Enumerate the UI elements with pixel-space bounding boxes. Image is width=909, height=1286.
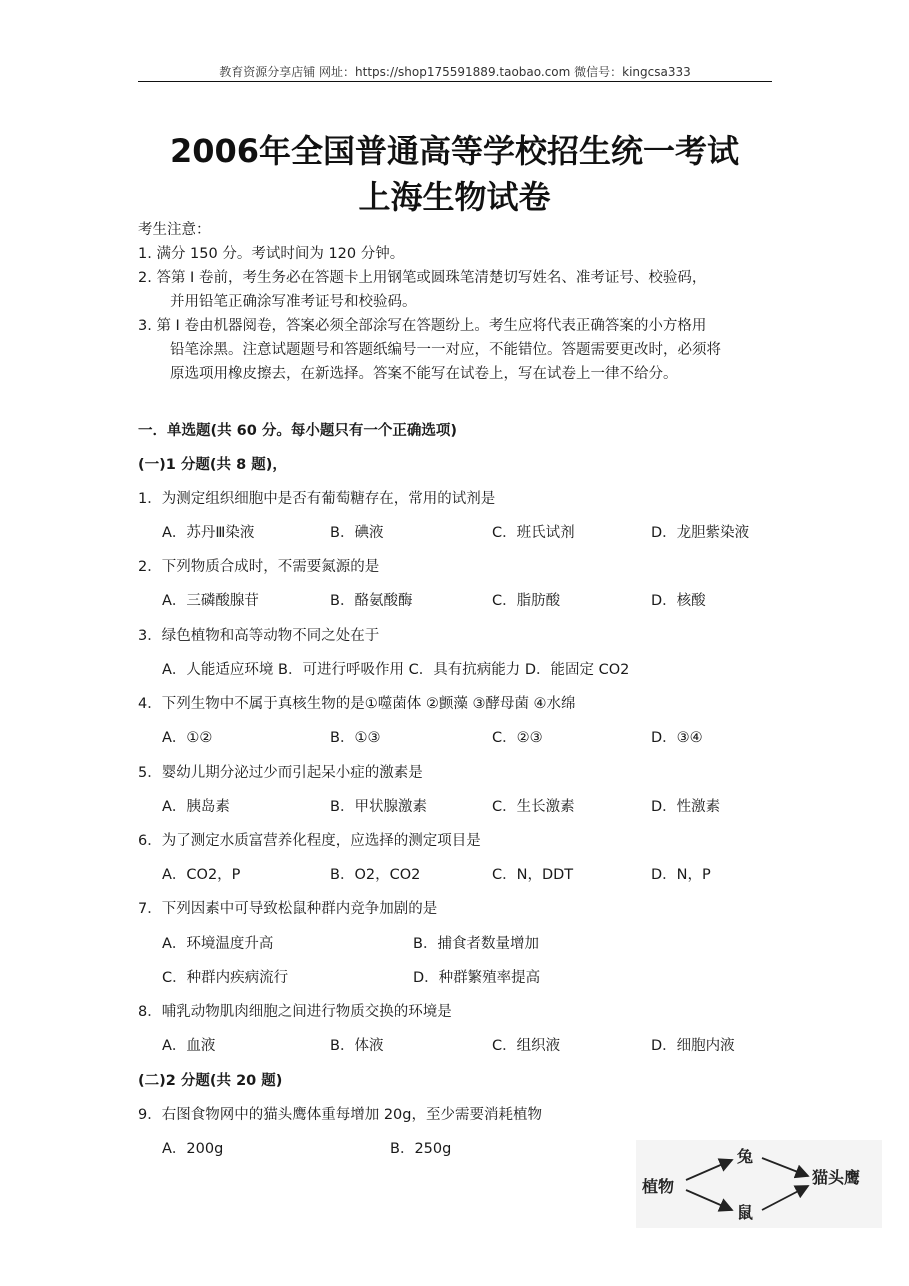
question-3-stem: 3．绿色植物和高等动物不同之处在于 bbox=[138, 628, 380, 644]
question-4-option-b: B．①③ bbox=[330, 730, 381, 746]
question-4-stem: 4．下列生物中不属于真核生物的是①噬菌体 ②颤藻 ③酵母菌 ④水绵 bbox=[138, 696, 576, 712]
notice-item-1: 1. 满分 150 分。考试时间为 120 分钟。 bbox=[138, 246, 405, 262]
question-5-option-d: D．性激素 bbox=[651, 799, 721, 815]
question-6-option-c: C．N，DDT bbox=[492, 867, 574, 883]
question-1-option-d: D．龙胆紫染液 bbox=[651, 525, 750, 541]
exam-title-line1: 2006年全国普通高等学校招生统一考试 bbox=[169, 132, 740, 170]
food-web-plant-label: 植物 bbox=[642, 1177, 675, 1196]
food-web-rabbit-label: 兔 bbox=[737, 1147, 754, 1166]
question-6-option-a: A．CO2，P bbox=[162, 867, 241, 883]
part-heading-1: (一)1 分题(共 8 题)， bbox=[138, 457, 287, 473]
notice-item-3a: 3. 第 Ⅰ 卷由机器阅卷，答案必须全部涂写在答题纷上。考生应将代表正确答案的小方格用 bbox=[138, 318, 707, 334]
question-4-option-a: A．①② bbox=[162, 730, 213, 746]
question-7-option-b: B．捕食者数量增加 bbox=[413, 936, 539, 952]
notice-item-2b: 并用铅笔正确涂写准考证号和校验码。 bbox=[170, 294, 417, 310]
question-6-option-d: D．N，P bbox=[651, 867, 711, 883]
question-7-option-c: C．种群内疾病流行 bbox=[162, 970, 289, 986]
question-1-option-c: C．班氏试剂 bbox=[492, 525, 575, 541]
notice-heading: 考生注意： bbox=[138, 222, 211, 238]
notice-item-3c: 原选项用橡皮擦去，在新选择。答案不能写在试卷上，写在试卷上一律不给分。 bbox=[170, 366, 678, 382]
notice-item-3b: 铅笔涂黑。注意试题题号和答题纸编号一一对应，不能错位。答题需要更改时，必须将 bbox=[170, 342, 721, 358]
question-5-option-c: C．生长激素 bbox=[492, 799, 575, 815]
question-2-stem: 2．下列物质合成时，不需要氮源的是 bbox=[138, 559, 380, 575]
question-2-option-a: A．三磷酸腺苷 bbox=[162, 593, 259, 609]
question-9-option-a: A．200g bbox=[162, 1141, 224, 1157]
question-6-option-b: B．O2，CO2 bbox=[330, 867, 421, 883]
page-header: 教育资源分享店铺 网址：https://shop175591889.taobao.com 微信号：kingcsa333 bbox=[219, 65, 691, 79]
question-7-stem: 7．下列因素中可导致松鼠种群内竞争加剧的是 bbox=[138, 901, 438, 917]
question-2-option-c: C．脂肪酸 bbox=[492, 593, 561, 609]
question-1-option-b: B．碘液 bbox=[330, 525, 384, 541]
question-2-option-d: D．核酸 bbox=[651, 593, 706, 609]
question-8-option-d: D．细胞内液 bbox=[651, 1038, 735, 1054]
question-7-option-d: D．种群繁殖率提高 bbox=[413, 970, 541, 986]
food-web-mouse-label: 鼠 bbox=[737, 1203, 754, 1222]
section-heading: 一．单选题(共 60 分。每小题只有一个正确选项) bbox=[138, 423, 458, 439]
food-web-diagram bbox=[636, 1140, 882, 1228]
exam-title-line2: 上海生物试卷 bbox=[358, 178, 551, 216]
question-5-stem: 5．婴幼儿期分泌过少而引起呆小症的激素是 bbox=[138, 765, 423, 781]
question-5-option-a: A．胰岛素 bbox=[162, 799, 230, 815]
question-9-option-b: B．250g bbox=[390, 1141, 452, 1157]
question-3-options: A．人能适应环境 B．可进行呼吸作用 C．具有抗病能力 D．能固定 CO2 bbox=[162, 662, 630, 678]
question-1-stem: 1．为测定组织细胞中是否有葡萄糖存在，常用的试剂是 bbox=[138, 491, 496, 507]
question-9-stem: 9．右图食物网中的猫头鹰体重每增加 20g，至少需要消耗植物 bbox=[138, 1107, 542, 1123]
question-7-option-a: A．环境温度升高 bbox=[162, 936, 274, 952]
question-4-option-d: D．③④ bbox=[651, 730, 703, 746]
question-8-option-a: A．血液 bbox=[162, 1038, 216, 1054]
question-6-stem: 6．为了测定水质富营养化程度，应选择的测定项目是 bbox=[138, 833, 481, 849]
question-8-option-c: C．组织液 bbox=[492, 1038, 561, 1054]
question-8-option-b: B．体液 bbox=[330, 1038, 384, 1054]
question-2-option-b: B．酪氨酸酶 bbox=[330, 593, 413, 609]
question-4-option-c: C．②③ bbox=[492, 730, 543, 746]
notice-item-2a: 2. 答第 Ⅰ 卷前，考生务必在答题卡上用钢笔或圆珠笔清楚切写姓名、准考证号、校验码， bbox=[138, 270, 707, 286]
part-heading-2: (二)2 分题(共 20 题) bbox=[138, 1073, 283, 1089]
question-1-option-a: A．苏丹Ⅲ染液 bbox=[162, 525, 255, 541]
question-5-option-b: B．甲状腺激素 bbox=[330, 799, 427, 815]
food-web-owl-label: 猫头鹰 bbox=[812, 1168, 861, 1187]
header-divider bbox=[138, 81, 772, 82]
question-8-stem: 8．哺乳动物肌肉细胞之间进行物质交换的环境是 bbox=[138, 1004, 452, 1020]
